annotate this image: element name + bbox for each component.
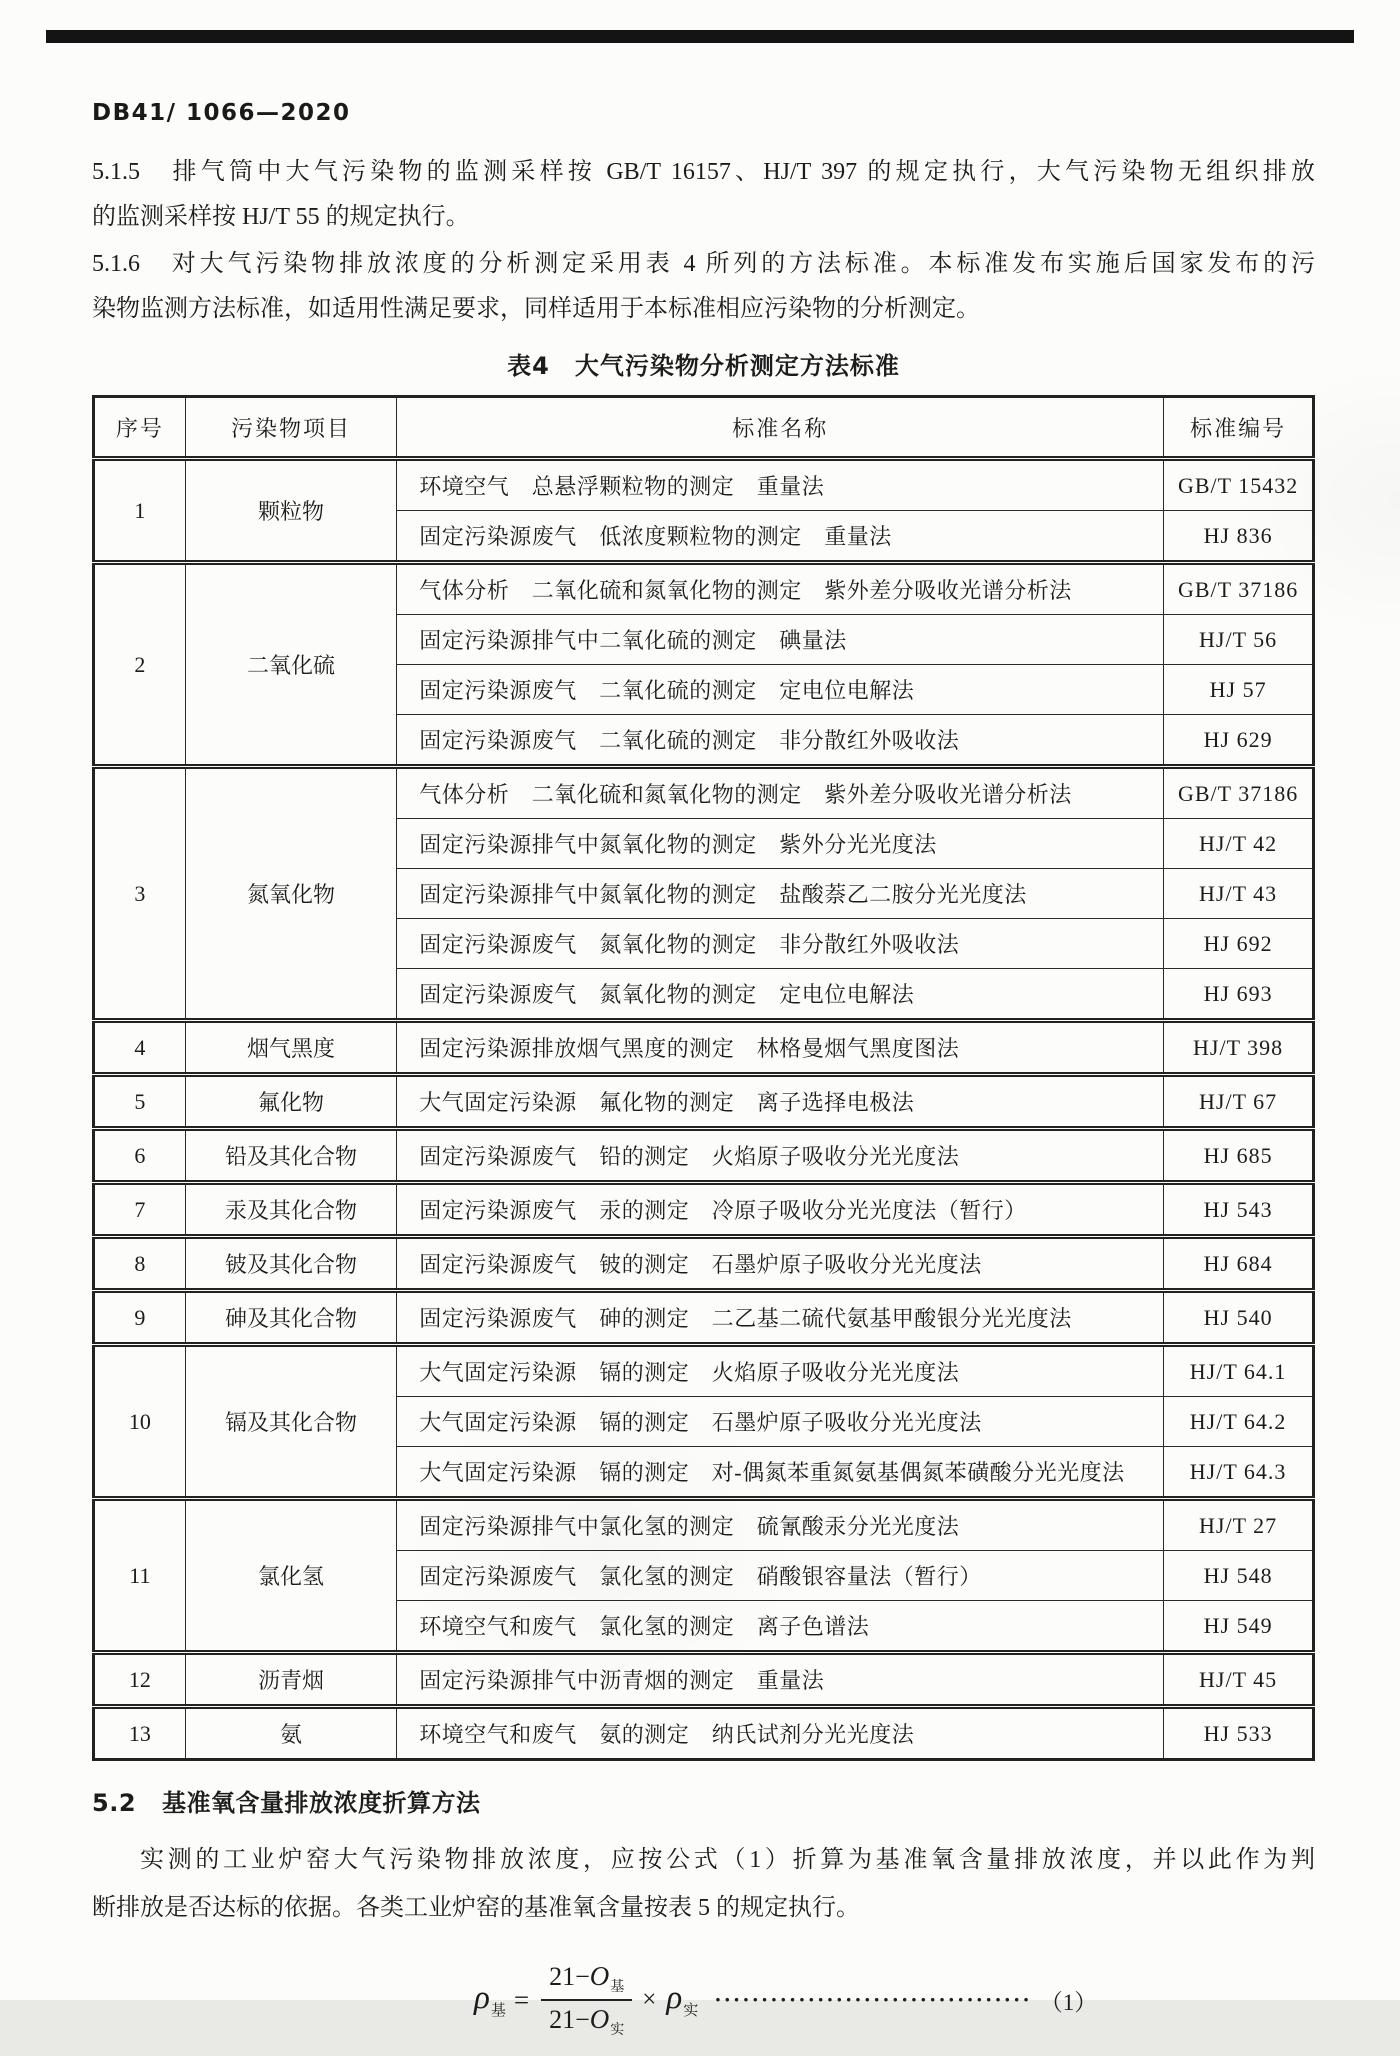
cell-standard-name: 固定污染源废气 氮氧化物的测定 定电位电解法 (397, 969, 1164, 1021)
cell-standard-name: 固定污染源废气 砷的测定 二乙基二硫代氨基甲酸银分光光度法 (397, 1291, 1164, 1345)
cell-standard-code: HJ 540 (1164, 1291, 1314, 1345)
cell-standard-code: HJ 549 (1164, 1601, 1314, 1653)
section-number: 5.2 (92, 1789, 137, 1817)
cell-standard-name: 固定污染源排放烟气黑度的测定 林格曼烟气黑度图法 (397, 1021, 1164, 1075)
cell-no: 9 (94, 1291, 186, 1345)
table-row (94, 563, 1314, 615)
table4-title: 表4 大气污染物分析测定方法标准 (507, 352, 900, 380)
table-row (94, 1237, 1314, 1291)
cell-standard-name: 大气固定污染源 氟化物的测定 离子选择电极法 (397, 1075, 1164, 1129)
cell-standard-code: HJ/T 56 (1164, 615, 1314, 665)
header-rule (46, 30, 1354, 43)
col-header-standard-name: 标准名称 (397, 397, 1164, 459)
cell-no: 3 (94, 767, 186, 1021)
formula-lhs-subscript: 基 (490, 2003, 506, 2020)
cell-standard-code: HJ 548 (1164, 1551, 1314, 1601)
clause-5-1-5 (92, 150, 1315, 240)
formula-number: （1） (1039, 1989, 1098, 2015)
cell-no: 10 (94, 1345, 186, 1499)
cell-standard-name: 固定污染源废气 氯化氢的测定 硝酸银容量法（暂行） (397, 1551, 1164, 1601)
table-row (94, 1291, 1314, 1345)
cell-pollutant: 汞及其化合物 (185, 1183, 396, 1237)
cell-pollutant: 砷及其化合物 (185, 1291, 396, 1345)
cell-no: 2 (94, 563, 186, 767)
table-row (94, 1183, 1314, 1237)
cell-standard-name: 大气固定污染源 镉的测定 对-偶氮苯重氮氨基偶氮苯磺酸分光光度法 (397, 1447, 1164, 1499)
clause-line: 5.1.5 排气筒中大气污染物的监测采样按 GB/T 16157、HJ/T 397 的规定执行，大气污染物无组织排放 (92, 159, 1315, 185)
table-row (94, 1707, 1314, 1760)
cell-standard-name: 大气固定污染源 镉的测定 火焰原子吸收分光光度法 (397, 1345, 1164, 1397)
table-row (94, 459, 1314, 511)
cell-standard-code: HJ/T 64.1 (1164, 1345, 1314, 1397)
table-row (94, 1075, 1314, 1129)
cell-standard-name: 固定污染源排气中二氧化硫的测定 碘量法 (397, 615, 1164, 665)
cell-standard-code: HJ 685 (1164, 1129, 1314, 1183)
cell-pollutant: 氯化氢 (185, 1499, 396, 1653)
cell-standard-name: 气体分析 二氧化硫和氮氧化物的测定 紫外差分吸收光谱分析法 (397, 767, 1164, 819)
table-row (94, 1653, 1314, 1707)
cell-standard-code: GB/T 37186 (1164, 767, 1314, 819)
cell-standard-code: HJ 684 (1164, 1237, 1314, 1291)
cell-standard-code: HJ/T 45 (1164, 1653, 1314, 1707)
section-title: 基准氧含量排放浓度折算方法 (162, 1789, 481, 1817)
formula-rhs: $\rho_实$ (666, 1979, 699, 2020)
table-row (94, 767, 1314, 819)
cell-standard-code: HJ 629 (1164, 715, 1314, 767)
multiply-sign: × (642, 1986, 657, 2013)
cell-standard-name: 固定污染源排气中氯化氢的测定 硫氰酸汞分光光度法 (397, 1499, 1164, 1551)
formula-fraction (541, 1961, 632, 2040)
cell-standard-name: 固定污染源废气 汞的测定 冷原子吸收分光光度法（暂行） (397, 1183, 1164, 1237)
formula-leader-dots: ·································· (714, 1987, 1032, 2012)
cell-pollutant: 铍及其化合物 (185, 1237, 396, 1291)
doc-number: DB41/ 1066—2020 (92, 100, 351, 126)
table4 (92, 395, 1315, 1761)
cell-no: 12 (94, 1653, 186, 1707)
cell-standard-code: HJ 692 (1164, 919, 1314, 969)
fraction-numerator: $21-O_基$ (541, 1961, 632, 2001)
cell-standard-name: 固定污染源废气 氮氧化物的测定 非分散红外吸收法 (397, 919, 1164, 969)
cell-standard-code: HJ/T 27 (1164, 1499, 1314, 1551)
cell-no: 4 (94, 1021, 186, 1075)
formula-rhs-subscript: 实 (683, 2003, 699, 2020)
cell-standard-name: 大气固定污染源 镉的测定 石墨炉原子吸收分光光度法 (397, 1397, 1164, 1447)
cell-standard-code: HJ/T 67 (1164, 1075, 1314, 1129)
cell-standard-code: HJ 543 (1164, 1183, 1314, 1237)
table-row (94, 1345, 1314, 1397)
cell-standard-name: 固定污染源排气中沥青烟的测定 重量法 (397, 1653, 1164, 1707)
cell-pollutant: 铅及其化合物 (185, 1129, 396, 1183)
cell-standard-code: HJ 57 (1164, 665, 1314, 715)
clause-line: 5.1.6 对大气污染物排放浓度的分析测定采用表 4 所列的方法标准。本标准发布实施后国家发布的污 (92, 251, 1315, 277)
cell-no: 11 (94, 1499, 186, 1653)
cell-standard-code: HJ/T 398 (1164, 1021, 1314, 1075)
table-row (94, 1129, 1314, 1183)
equals-sign: = (513, 1984, 530, 2015)
cell-standard-code: HJ 533 (1164, 1707, 1314, 1760)
col-header-no: 序号 (94, 397, 186, 459)
cell-no: 1 (94, 459, 186, 563)
cell-standard-name: 固定污染源排气中氮氧化物的测定 盐酸萘乙二胺分光光度法 (397, 869, 1164, 919)
cell-pollutant: 镉及其化合物 (185, 1345, 396, 1499)
cell-standard-code: HJ/T 43 (1164, 869, 1314, 919)
cell-standard-name: 固定污染源排气中氮氧化物的测定 紫外分光光度法 (397, 819, 1164, 869)
cell-standard-name: 环境空气 总悬浮颗粒物的测定 重量法 (397, 459, 1164, 511)
cell-pollutant: 二氧化硫 (185, 563, 396, 767)
cell-pollutant: 烟气黑度 (185, 1021, 396, 1075)
table-header-row (94, 397, 1314, 459)
cell-no: 13 (94, 1707, 186, 1760)
cell-standard-code: HJ/T 42 (1164, 819, 1314, 869)
cell-pollutant: 氨 (185, 1707, 396, 1760)
clause-5-1-6 (92, 242, 1315, 332)
cell-pollutant: 氟化物 (185, 1075, 396, 1129)
cell-no: 7 (94, 1183, 186, 1237)
formula-lhs: $\rho_基$ (474, 1979, 506, 2020)
page-content (92, 100, 1315, 2056)
cell-standard-code: HJ 836 (1164, 511, 1314, 563)
clause-line: 的监测采样按 HJ/T 55 的规定执行。 (92, 204, 470, 230)
cell-standard-name: 固定污染源废气 二氧化硫的测定 定电位电解法 (397, 665, 1164, 715)
section-5-2-heading (92, 1783, 1315, 1818)
cell-standard-code: HJ/T 64.2 (1164, 1397, 1314, 1447)
cell-pollutant: 颗粒物 (185, 459, 396, 563)
table-row (94, 1021, 1314, 1075)
cell-no: 6 (94, 1129, 186, 1183)
clause-line: 染物监测方法标准，如适用性满足要求，同样适用于本标准相应污染物的分析测定。 (92, 296, 980, 322)
cell-standard-name: 气体分析 二氧化硫和氮氧化物的测定 紫外差分吸收光谱分析法 (397, 563, 1164, 615)
cell-standard-code: HJ 693 (1164, 969, 1314, 1021)
cell-standard-code: GB/T 15432 (1164, 459, 1314, 511)
cell-standard-name: 固定污染源废气 二氧化硫的测定 非分散红外吸收法 (397, 715, 1164, 767)
cell-standard-name: 固定污染源废气 铍的测定 石墨炉原子吸收分光光度法 (397, 1237, 1164, 1291)
cell-standard-name: 固定污染源废气 低浓度颗粒物的测定 重量法 (397, 511, 1164, 563)
cell-pollutant: 沥青烟 (185, 1653, 396, 1707)
cell-standard-code: GB/T 37186 (1164, 563, 1314, 615)
paragraph-line: 断排放是否达标的依据。各类工业炉窑的基准氧含量按表 5 的规定执行。 (92, 1895, 860, 1921)
section-5-2-paragraph (92, 1836, 1315, 1932)
table-row (94, 1499, 1314, 1551)
cell-no: 8 (94, 1237, 186, 1291)
cell-standard-name: 固定污染源废气 铅的测定 火焰原子吸收分光光度法 (397, 1129, 1164, 1183)
cell-standard-name: 环境空气和废气 氨的测定 纳氏试剂分光光度法 (397, 1707, 1164, 1760)
formula-1 (474, 1944, 1315, 2056)
paragraph-line: 实测的工业炉窑大气污染物排放浓度，应按公式（1）折算为基准氧含量排放浓度，并以此作为判 (140, 1847, 1315, 1873)
fraction-denominator: $21-O_实$ (549, 2004, 625, 2039)
cell-standard-name: 环境空气和废气 氯化氢的测定 离子色谱法 (397, 1601, 1164, 1653)
cell-no: 5 (94, 1075, 186, 1129)
cell-standard-code: HJ/T 64.3 (1164, 1447, 1314, 1499)
col-header-pollutant: 污染物项目 (185, 397, 396, 459)
cell-pollutant: 氮氧化物 (185, 767, 396, 1021)
col-header-standard-code: 标准编号 (1164, 397, 1314, 459)
